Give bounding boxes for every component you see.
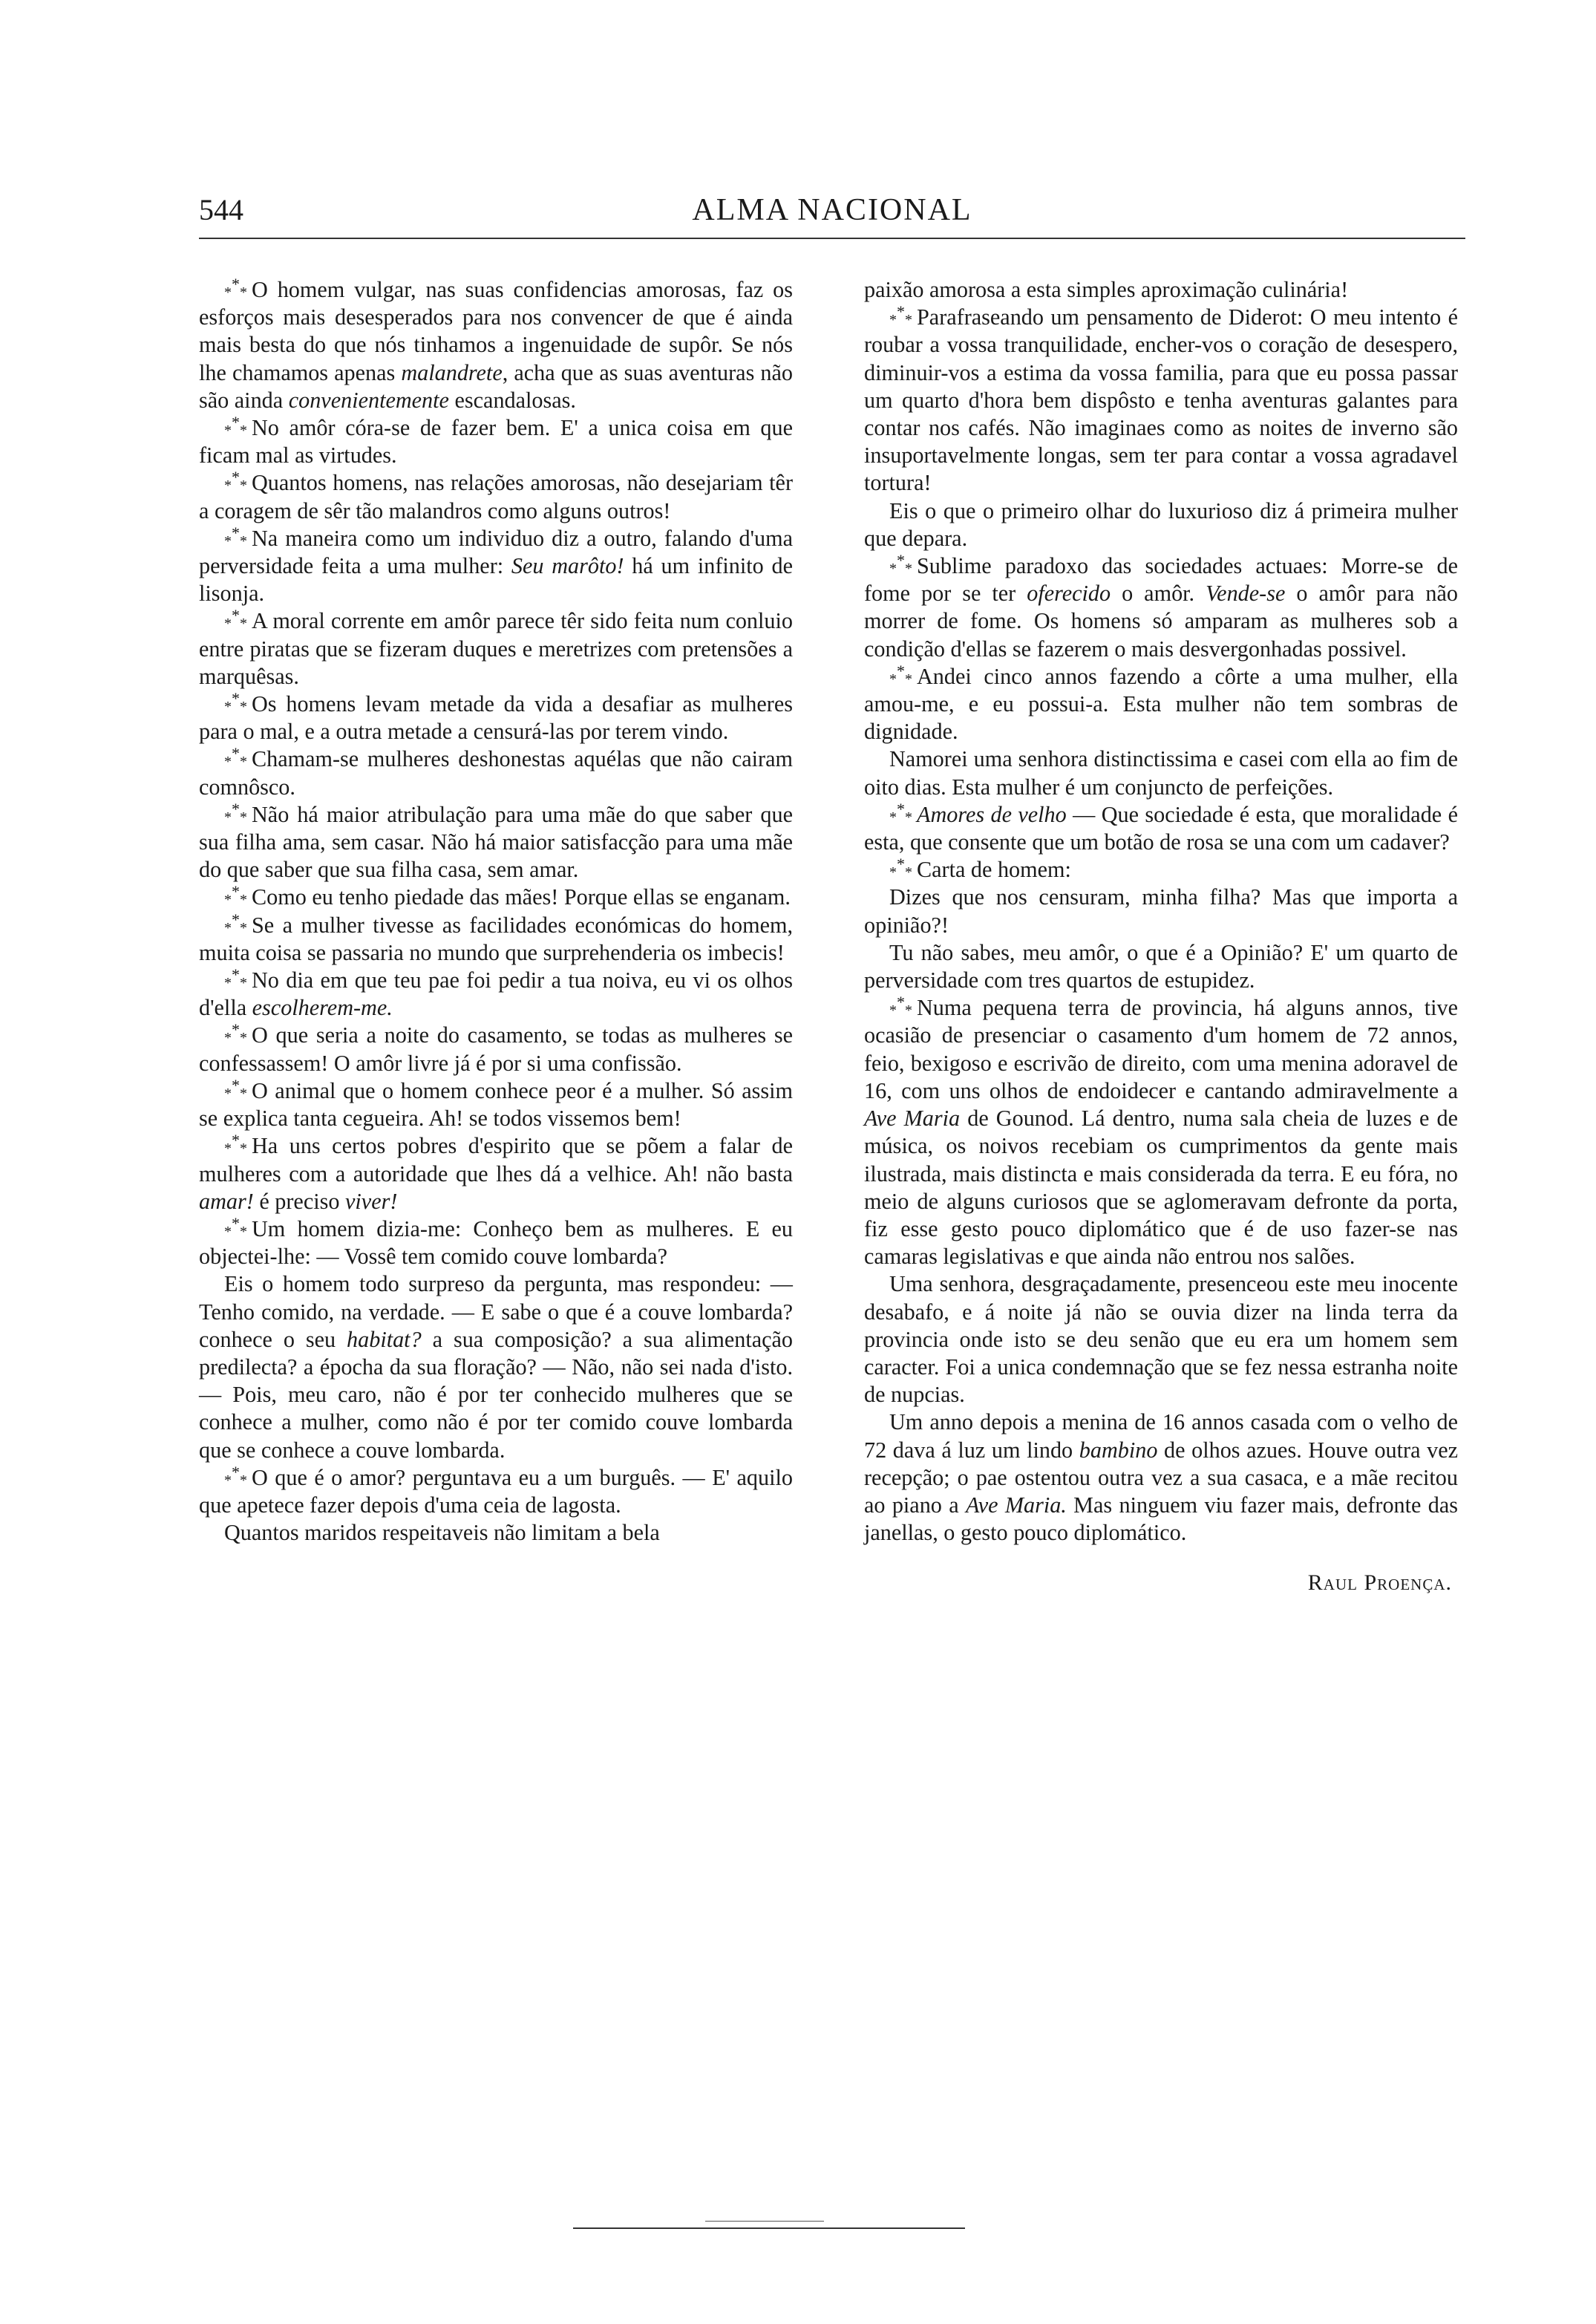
text-run: Não há maior atribulação para uma mãe do que saber que sua filha ama, sem casar. Não há maior satisfacção para uma mãe do que saber que sua filha casa, sem amar. — [199, 801, 793, 883]
italic-phrase: oferecido — [1027, 581, 1111, 607]
text-run: O que é o amor? perguntava eu a um burguês. — E' aquilo que apetece fazer depois d'uma ceia de lagosta. — [199, 1464, 793, 1518]
text-run: O homem vulgar, nas suas confidencias amorosas, faz os esforços mais desesperados para nos convencer de que é ainda mais besta do que nós tinhamos a ingenuidade de supôr. Se nós lhe chamamos apenas — [199, 277, 793, 385]
text-run: Uma senhora, desgraçadamente, presenceou este meu inocente desabafo, e á noite já não se ouvia dizer na linda terra da provincia onde isto se deu senão que eu era um homem sem caracter. Foi a unica condemnação que se fez nessa estranha noite de nupcias. — [864, 1271, 1458, 1408]
paragraph — [864, 939, 1458, 994]
right-column — [864, 276, 1458, 1597]
italic-phrase: Ave Maria. — [965, 1492, 1067, 1518]
asterism-ornament: $_*$*$_*$ — [224, 275, 247, 301]
asterism-ornament: $_*$*$_*$ — [224, 882, 247, 909]
paragraph — [199, 1077, 793, 1132]
text-run: Eis o que o primeiro olhar do luxurioso diz á primeira mulher que depara. — [864, 497, 1458, 551]
paragraph — [199, 1270, 793, 1463]
journal-title: ALMA NACIONAL — [692, 193, 972, 227]
asterism-ornament: $_*$*$_*$ — [889, 855, 912, 881]
paragraph — [199, 801, 793, 884]
asterism-ornament: $_*$*$_*$ — [224, 689, 247, 716]
text-run: , acha que as suas aventuras não são ainda — [199, 359, 793, 413]
paragraph — [864, 745, 1458, 800]
paragraph — [199, 276, 793, 414]
paragraph — [199, 469, 793, 524]
asterism-ornament: $_*$*$_*$ — [889, 551, 912, 578]
asterism-ornament: $_*$*$_*$ — [224, 1075, 247, 1102]
text-run: No amôr córa-se de fazer bem. E' a unica coisa em que ficam mal as virtudes. — [199, 415, 793, 469]
paragraph — [199, 691, 793, 745]
asterism-ornament: $_*$*$_*$ — [224, 1462, 247, 1489]
asterism-ornament: $_*$*$_*$ — [224, 468, 247, 494]
paragraph — [199, 967, 793, 1022]
text-run: o amôr para não morrer de fome. Os homens só amparam as mulheres sob a condição d'ellas se fazerem o mais desvergonhadas possivel. — [864, 581, 1458, 662]
paragraph — [199, 884, 793, 911]
asterism-ornament: $_*$*$_*$ — [224, 606, 247, 633]
author-signature: Raul Proença. — [1307, 1570, 1452, 1596]
header-rule — [199, 238, 1465, 239]
paragraph — [199, 525, 793, 608]
paragraph — [864, 552, 1458, 663]
italic-phrase: Ave Maria — [864, 1106, 961, 1132]
italic-phrase: convenientemente — [288, 387, 449, 413]
paragraph — [199, 1215, 793, 1270]
text-run: o amôr. — [1111, 581, 1206, 607]
italic-phrase: habitat? — [347, 1326, 422, 1352]
italic-phrase: malandrete — [401, 359, 503, 385]
text-run: Andei cinco annos fazendo a côrte a uma mulher, ella amou-me, e eu possui-a. Esta mulher não tem sombras de dignidade. — [864, 663, 1458, 745]
asterism-ornament: $_*$*$_*$ — [224, 1213, 247, 1240]
text-run: — Que sociedade é esta, que moralidade é esta, que consente que um botão de rosa se una com um cadaver? — [864, 801, 1458, 855]
text-run: de Gounod. Lá dentro, numa sala cheia de luzes e de música, os noivos recebiam os cumprimentos da gente mais ilustrada, mais distincta e mais considerada da terra. E eu fóra, no meio de alguns curiosos que se aglomeravam defronte da porta, fiz esse gesto pouco diplomático que é de uso fazer-se nas camaras legislativas e que ainda não entrou nos salões. — [864, 1106, 1458, 1270]
text-run: Parafraseando um pensamento de Diderot: O meu intento é roubar a vossa tranquilidade, encher-vos o coração de desespero, diminuir-vos a estima da vossa familia, para que eu possa passar um quarto d'hora bem dispôsto e tenha aventuras galantes para contar nos cafés. Não imaginaes como as noites de inverno são insuportavelmente longas, sem ter para contar a vossa agradavel tortura! — [864, 304, 1458, 496]
text-run: A moral corrente em amôr parece têr sido feita num conluio entre piratas que se fizeram duques e meretrizes com pretensões a marquêsas. — [199, 608, 793, 689]
text-run: Os homens levam metade da vida a desafiar as mulheres para o mal, e a outra metade a censurá-las por terem vindo. — [199, 691, 793, 745]
paragraph — [864, 801, 1458, 856]
asterism-ornament: $_*$*$_*$ — [224, 413, 247, 440]
paragraph — [864, 884, 1458, 939]
text-run: Se a mulher tivesse as facilidades económicas do homem, muita coisa se passaria no mundo que surprehenderia os imbecis! — [199, 912, 793, 965]
text-run: Chamam-se mulheres deshonestas aquélas que não cairam comnôsco. — [199, 746, 793, 800]
text-run: paixão amorosa a esta simples aproximação culinária! — [864, 277, 1349, 302]
italic-phrase: Vende-se — [1206, 581, 1286, 607]
italic-phrase: Amores de velho — [917, 801, 1067, 827]
paragraph — [864, 1270, 1458, 1409]
asterism-ornament: $_*$*$_*$ — [889, 302, 912, 329]
text-run: O animal que o homem conhece peor é a mulher. Só assim se explica tanta cegueira. Ah! se todos vissemos bem! — [199, 1077, 793, 1132]
paragraph — [864, 663, 1458, 746]
text-run: Numa pequena terra de provincia, há alguns annos, tive ocasião de presenciar o casamento d'um homem de 72 annos, feio, bexigoso e escrivão de direito, com uma menina adoravel de 16, com uns olhos de endoidecer e cantando admiravelmente a — [864, 995, 1458, 1103]
paragraph — [864, 856, 1458, 884]
text-run: O que seria a noite do casamento, se todas as mulheres se confessassem! O amôr livre já é por si uma confissão. — [199, 1022, 793, 1076]
text-run: Eis o homem todo surpreso da pergunta, mas respondeu: — Tenho comido, na verdade. — E sabe o que é a couve lombarda? conhece o seu — [199, 1271, 793, 1352]
end-ornament-rule — [705, 2221, 824, 2222]
asterism-ornament: $_*$*$_*$ — [889, 993, 912, 1019]
paragraph — [864, 497, 1458, 552]
text-run: Quantos maridos respeitaveis não limitam a bela — [224, 1520, 660, 1546]
italic-phrase: escolherem-me. — [252, 995, 393, 1021]
text-run: é preciso — [253, 1188, 346, 1214]
text-run: Dizes que nos censuram, minha filha? Mas que importa a opinião?! — [864, 884, 1458, 938]
paragraph — [199, 414, 793, 469]
asterism-ornament: $_*$*$_*$ — [224, 744, 247, 771]
italic-phrase: viver! — [345, 1188, 398, 1214]
asterism-ornament: $_*$*$_*$ — [224, 910, 247, 936]
text-run: há um infinito de lisonja. — [199, 553, 793, 607]
asterism-ornament: $_*$*$_*$ — [224, 1131, 247, 1158]
text-run: Mas ninguem viu fazer mais, defronte das janellas, o gesto pouco diplomático. — [864, 1492, 1458, 1546]
text-run: Na maneira como um individuo diz a outro, falando d'uma perversidade feita a uma mulher: — [199, 525, 793, 579]
paragraph — [864, 304, 1458, 497]
paragraph — [864, 994, 1458, 1270]
asterism-ornament: $_*$*$_*$ — [224, 1020, 247, 1047]
text-run: Um anno depois a menina de 16 annos casada com o velho de 72 dava á luz um lindo — [864, 1409, 1458, 1463]
paragraph — [199, 1464, 793, 1519]
paragraph — [199, 1132, 793, 1215]
text-run: No dia em que teu pae foi pedir a tua noiva, eu vi os olhos d'ella — [199, 967, 793, 1021]
text-run: a sua composição? a sua alimentação predilecta? a épocha da sua floração? — Não, não sei nada d'isto. — Pois, meu caro, não é por ter conhecido mulheres que se conhece a mulher, como não é por ter comido couve lombarda que se conhece a couve lombarda. — [199, 1326, 793, 1463]
page-number: 544 — [199, 193, 243, 226]
text-run: Quantos homens, nas relações amorosas, não desejariam têr a coragem de sêr tão malandros como alguns outros! — [199, 470, 793, 523]
paragraph — [864, 1409, 1458, 1547]
text-run: escandalosas. — [448, 387, 576, 413]
text-run: de olhos azues. Houve outra vez recepção; o pae ostentou outra vez a sua casaca, e a mãe recitou ao piano a — [864, 1437, 1458, 1518]
end-rule — [573, 2227, 965, 2229]
text-run: Carta de homem: — [917, 857, 1071, 883]
asterism-ornament: $_*$*$_*$ — [224, 799, 247, 826]
italic-phrase: Seu marôto! — [511, 553, 624, 579]
text-run: Ha uns certos pobres d'espirito que se põem a falar de mulheres com a autoridade que lhes dá a velhice. Ah! não basta — [199, 1133, 793, 1187]
paragraph — [199, 1022, 793, 1077]
italic-phrase: bambino — [1079, 1437, 1158, 1463]
text-run: Tu não sabes, meu amôr, o que é a Opinião? E' um quarto de perversidade com tres quartos de estupidez. — [864, 939, 1458, 993]
page-header — [199, 192, 1465, 236]
paragraph — [199, 745, 793, 800]
italic-phrase: amar! — [199, 1188, 254, 1214]
paragraph — [199, 912, 793, 967]
paragraph — [199, 1519, 793, 1547]
asterism-ornament: $_*$*$_*$ — [224, 965, 247, 992]
text-run: Sublime paradoxo das sociedades actuaes: Morre-se de fome por se ter — [864, 553, 1458, 607]
paragraph — [199, 607, 793, 691]
asterism-ornament: $_*$*$_*$ — [889, 661, 912, 688]
text-run: Como eu tenho piedade das mães! Porque ellas se enganam. — [252, 884, 791, 910]
left-column — [199, 276, 793, 1547]
paragraph — [864, 276, 1458, 304]
text-run: Um homem dizia-me: Conheço bem as mulheres. E eu objectei-lhe: — Vossê tem comido couve lombarda? — [199, 1215, 793, 1270]
asterism-ornament: $_*$*$_*$ — [224, 523, 247, 549]
asterism-ornament: $_*$*$_*$ — [889, 799, 912, 826]
text-run: Namorei uma senhora distinctissima e casei com ella ao fim de oito dias. Esta mulher é um conjuncto de perfeições. — [864, 746, 1458, 800]
